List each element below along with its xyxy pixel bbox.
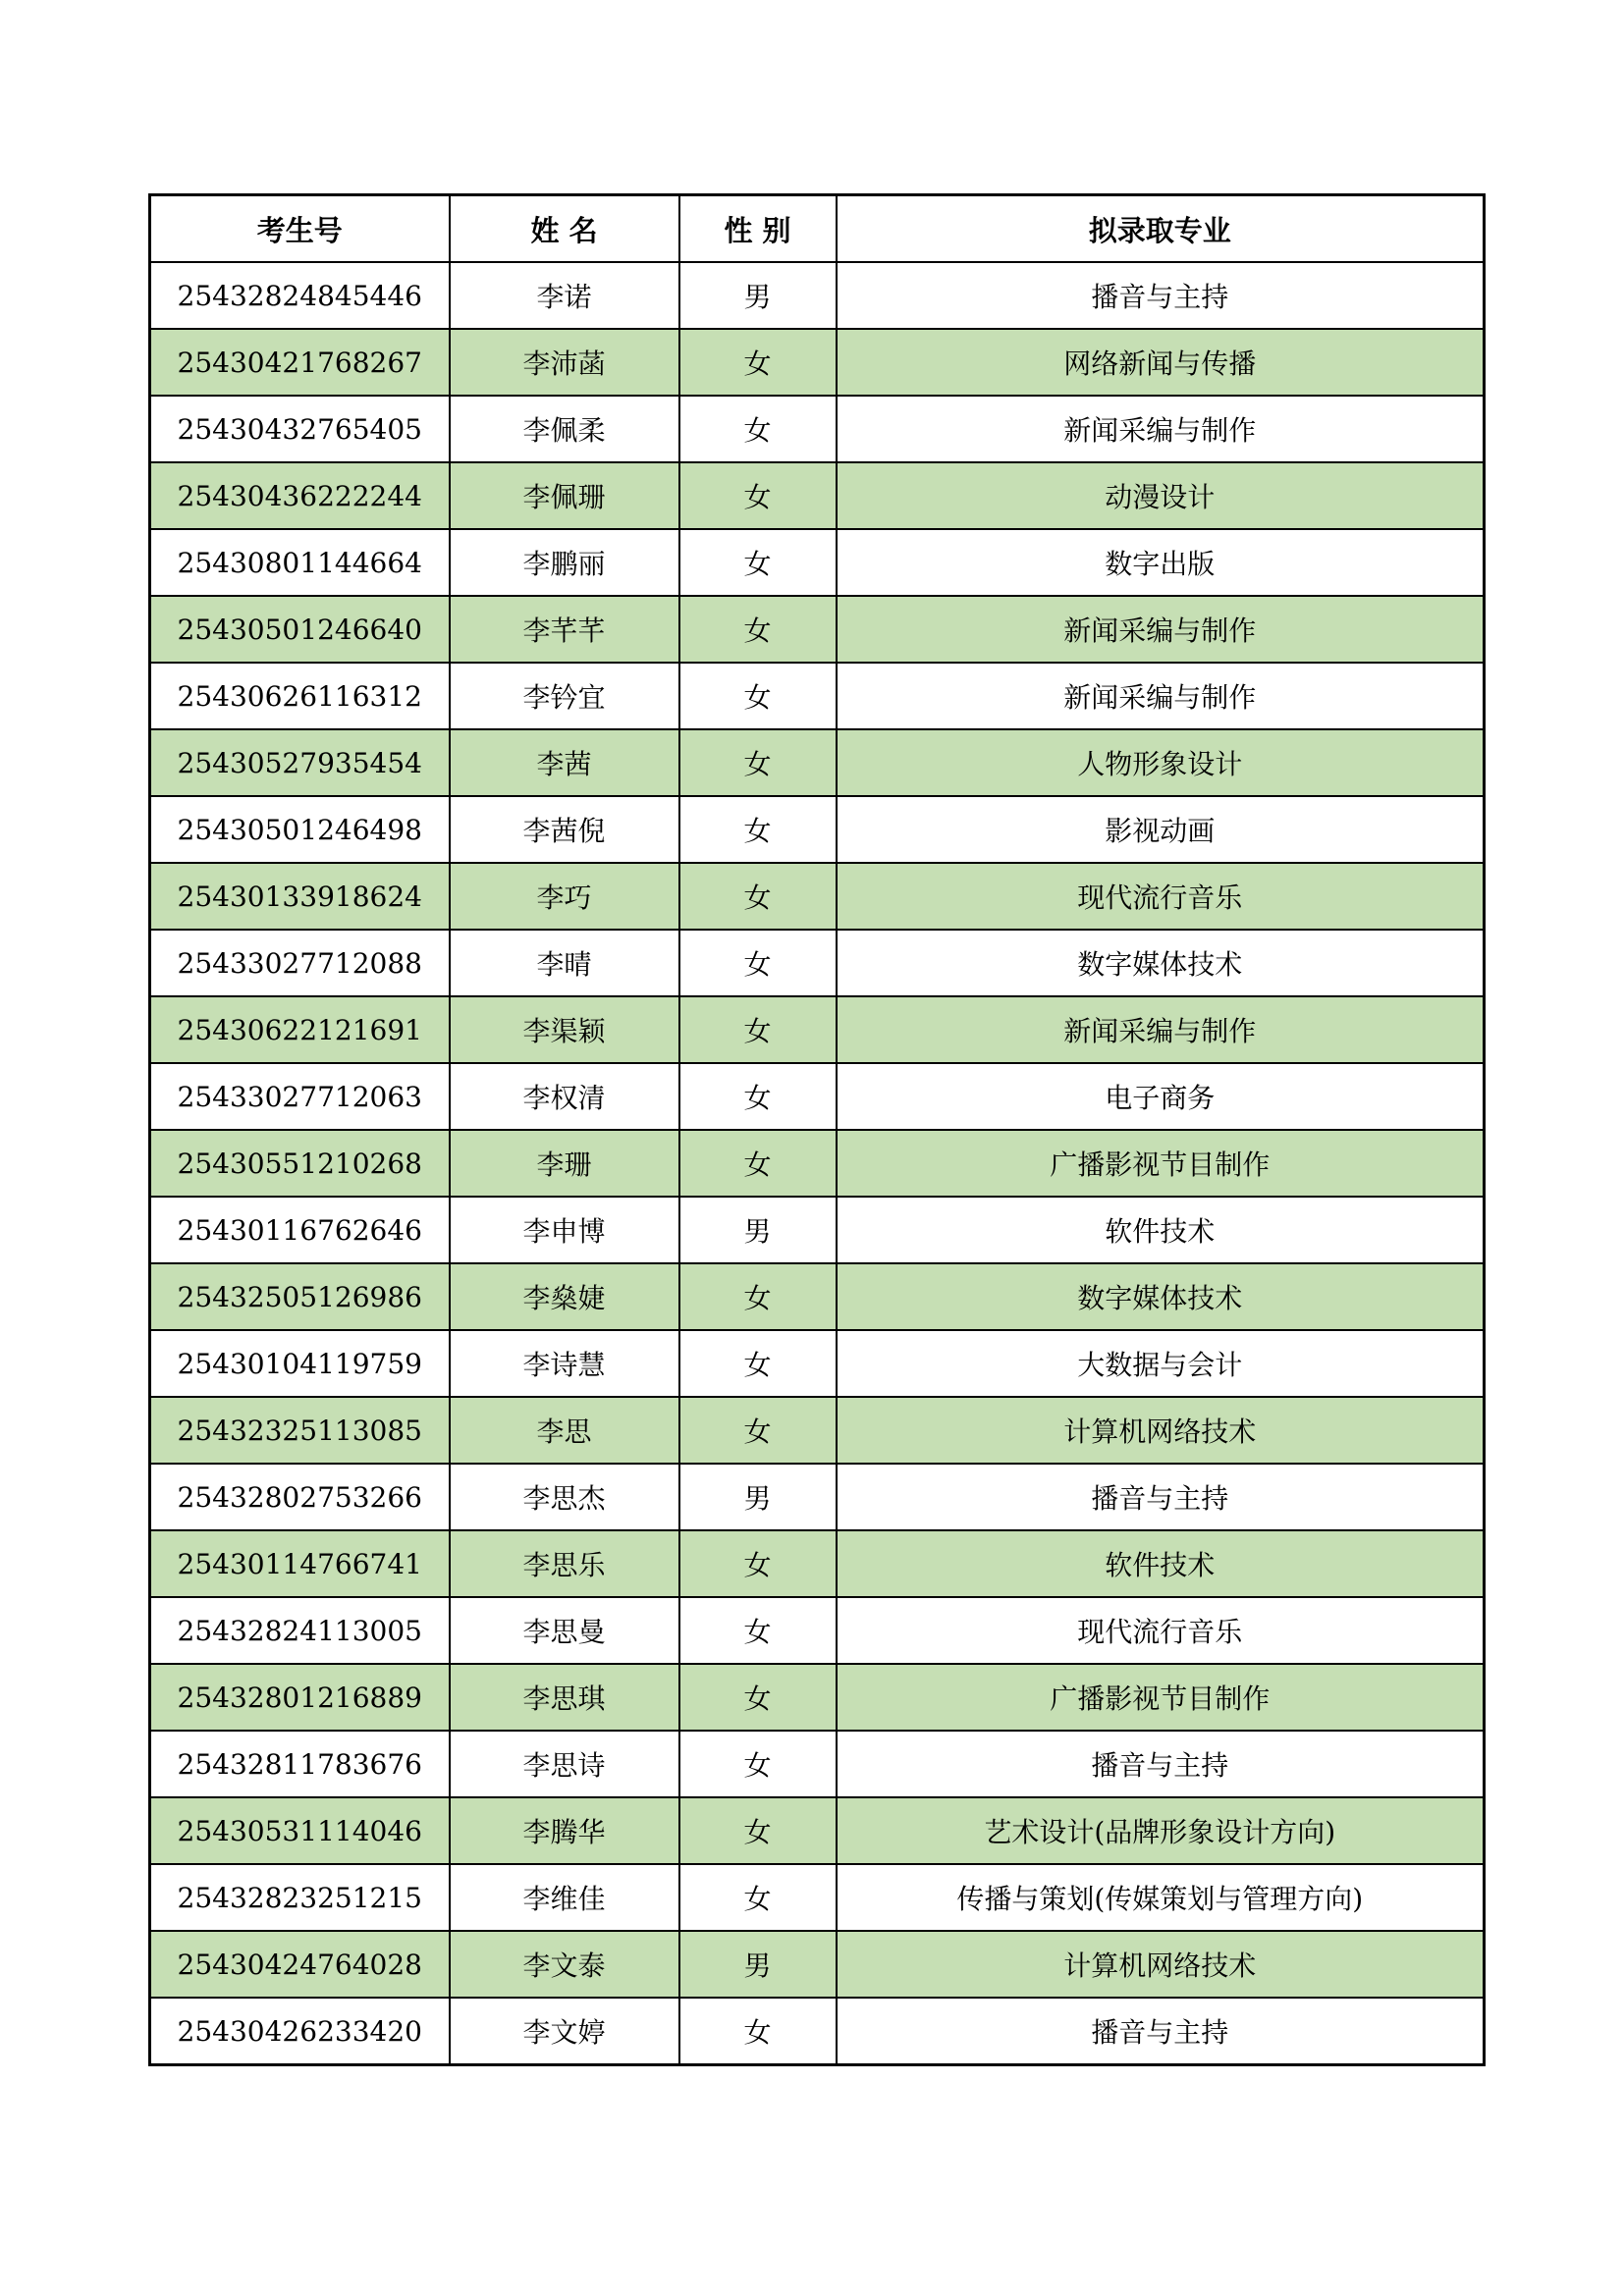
cell-major: 广播影视节目制作 (837, 1130, 1485, 1197)
table-row (150, 1664, 1485, 1731)
cell-major: 新闻采编与制作 (837, 996, 1485, 1063)
cell-gender: 女 (679, 863, 837, 930)
cell-exam-number: 25432801216889 (150, 1664, 450, 1731)
table-row (150, 1597, 1485, 1664)
table-row (150, 1464, 1485, 1530)
table-body (150, 262, 1485, 2065)
cell-exam-number: 25430622121691 (150, 996, 450, 1063)
cell-exam-number: 25430551210268 (150, 1130, 450, 1197)
table-row (150, 1797, 1485, 1864)
cell-name: 李申博 (450, 1197, 679, 1263)
cell-major: 软件技术 (837, 1197, 1485, 1263)
cell-exam-number: 25432823251215 (150, 1864, 450, 1931)
cell-major: 播音与主持 (837, 1464, 1485, 1530)
cell-major: 电子商务 (837, 1063, 1485, 1130)
cell-name: 李思乐 (450, 1530, 679, 1597)
cell-name: 李思 (450, 1397, 679, 1464)
cell-major: 新闻采编与制作 (837, 663, 1485, 729)
cell-major: 软件技术 (837, 1530, 1485, 1597)
cell-name: 李思杰 (450, 1464, 679, 1530)
cell-name: 李茜 (450, 729, 679, 796)
cell-exam-number: 25430421768267 (150, 329, 450, 396)
table-row (150, 1263, 1485, 1330)
cell-name: 李诗慧 (450, 1330, 679, 1397)
cell-gender: 女 (679, 1998, 837, 2065)
cell-name: 李钤宜 (450, 663, 679, 729)
cell-gender: 女 (679, 396, 837, 462)
table-row (150, 596, 1485, 663)
cell-exam-number: 25430501246640 (150, 596, 450, 663)
cell-exam-number: 25430133918624 (150, 863, 450, 930)
table-row (150, 1063, 1485, 1130)
cell-exam-number: 25430801144664 (150, 529, 450, 596)
cell-exam-number: 25432811783676 (150, 1731, 450, 1797)
cell-exam-number: 25430104119759 (150, 1330, 450, 1397)
cell-exam-number: 25430432765405 (150, 396, 450, 462)
cell-major: 动漫设计 (837, 462, 1485, 529)
cell-name: 李腾华 (450, 1797, 679, 1864)
cell-gender: 女 (679, 1797, 837, 1864)
cell-gender: 女 (679, 996, 837, 1063)
table-row (150, 1731, 1485, 1797)
cell-exam-number: 25430426233420 (150, 1998, 450, 2065)
cell-gender: 女 (679, 1864, 837, 1931)
cell-gender: 女 (679, 1530, 837, 1597)
cell-major: 艺术设计(品牌形象设计方向) (837, 1797, 1485, 1864)
cell-gender: 女 (679, 663, 837, 729)
cell-exam-number: 25430626116312 (150, 663, 450, 729)
cell-major: 影视动画 (837, 796, 1485, 863)
table-row (150, 796, 1485, 863)
cell-gender: 女 (679, 1664, 837, 1731)
cell-major: 计算机网络技术 (837, 1931, 1485, 1998)
table-row (150, 663, 1485, 729)
cell-name: 李佩柔 (450, 396, 679, 462)
cell-major: 网络新闻与传播 (837, 329, 1485, 396)
cell-exam-number: 25432824845446 (150, 262, 450, 329)
table-row (150, 1998, 1485, 2065)
table-row (150, 462, 1485, 529)
cell-gender: 女 (679, 1063, 837, 1130)
cell-gender: 男 (679, 1464, 837, 1530)
cell-major: 传播与策划(传媒策划与管理方向) (837, 1864, 1485, 1931)
cell-gender: 男 (679, 1197, 837, 1263)
cell-name: 李晴 (450, 930, 679, 996)
cell-exam-number: 25430436222244 (150, 462, 450, 529)
table-row (150, 729, 1485, 796)
table-row (150, 262, 1485, 329)
cell-gender: 女 (679, 1731, 837, 1797)
table-row (150, 396, 1485, 462)
table-row (150, 329, 1485, 396)
cell-gender: 女 (679, 1330, 837, 1397)
table-row (150, 1197, 1485, 1263)
cell-major: 播音与主持 (837, 1731, 1485, 1797)
cell-gender: 女 (679, 329, 837, 396)
table-row (150, 1397, 1485, 1464)
cell-exam-number: 25432325113085 (150, 1397, 450, 1464)
cell-exam-number: 25432802753266 (150, 1464, 450, 1530)
cell-name: 李巧 (450, 863, 679, 930)
cell-name: 李文泰 (450, 1931, 679, 1998)
cell-gender: 女 (679, 1263, 837, 1330)
cell-name: 李思曼 (450, 1597, 679, 1664)
cell-major: 人物形象设计 (837, 729, 1485, 796)
table-row (150, 930, 1485, 996)
cell-name: 李权清 (450, 1063, 679, 1130)
cell-name: 李思诗 (450, 1731, 679, 1797)
cell-exam-number: 25433027712063 (150, 1063, 450, 1130)
cell-name: 李渠颖 (450, 996, 679, 1063)
admission-table (148, 193, 1486, 2066)
cell-name: 李珊 (450, 1130, 679, 1197)
cell-major: 数字媒体技术 (837, 1263, 1485, 1330)
cell-gender: 女 (679, 462, 837, 529)
cell-gender: 女 (679, 1397, 837, 1464)
cell-major: 新闻采编与制作 (837, 396, 1485, 462)
cell-major: 现代流行音乐 (837, 863, 1485, 930)
cell-gender: 女 (679, 930, 837, 996)
cell-major: 大数据与会计 (837, 1330, 1485, 1397)
cell-exam-number: 25430501246498 (150, 796, 450, 863)
cell-name: 李燊婕 (450, 1263, 679, 1330)
table-row (150, 1864, 1485, 1931)
cell-name: 李沛菡 (450, 329, 679, 396)
header-row (150, 195, 1485, 263)
cell-exam-number: 25430114766741 (150, 1530, 450, 1597)
cell-exam-number: 25430531114046 (150, 1797, 450, 1864)
cell-major: 播音与主持 (837, 1998, 1485, 2065)
cell-major: 数字媒体技术 (837, 930, 1485, 996)
cell-exam-number: 25430116762646 (150, 1197, 450, 1263)
cell-gender: 男 (679, 262, 837, 329)
header-gender: 性 别 (679, 195, 837, 263)
table-row (150, 1530, 1485, 1597)
cell-major: 播音与主持 (837, 262, 1485, 329)
cell-major: 计算机网络技术 (837, 1397, 1485, 1464)
cell-gender: 女 (679, 729, 837, 796)
cell-name: 李芊芊 (450, 596, 679, 663)
table-row (150, 529, 1485, 596)
cell-gender: 女 (679, 1597, 837, 1664)
header-exam-number: 考生号 (150, 195, 450, 263)
table-row (150, 863, 1485, 930)
cell-major: 数字出版 (837, 529, 1485, 596)
cell-major: 新闻采编与制作 (837, 596, 1485, 663)
cell-name: 李维佳 (450, 1864, 679, 1931)
cell-major: 广播影视节目制作 (837, 1664, 1485, 1731)
cell-exam-number: 25432824113005 (150, 1597, 450, 1664)
cell-exam-number: 25430424764028 (150, 1931, 450, 1998)
table-row (150, 1130, 1485, 1197)
header-name: 姓 名 (450, 195, 679, 263)
header-major: 拟录取专业 (837, 195, 1485, 263)
cell-major: 现代流行音乐 (837, 1597, 1485, 1664)
cell-name: 李佩珊 (450, 462, 679, 529)
cell-gender: 男 (679, 1931, 837, 1998)
cell-name: 李茜倪 (450, 796, 679, 863)
cell-name: 李诺 (450, 262, 679, 329)
cell-gender: 女 (679, 529, 837, 596)
cell-name: 李鹏丽 (450, 529, 679, 596)
cell-gender: 女 (679, 596, 837, 663)
cell-name: 李思琪 (450, 1664, 679, 1731)
table-row (150, 1931, 1485, 1998)
cell-gender: 女 (679, 1130, 837, 1197)
cell-exam-number: 25432505126986 (150, 1263, 450, 1330)
cell-name: 李文婷 (450, 1998, 679, 2065)
cell-exam-number: 25433027712088 (150, 930, 450, 996)
table-row (150, 996, 1485, 1063)
cell-gender: 女 (679, 796, 837, 863)
table-row (150, 1330, 1485, 1397)
cell-exam-number: 25430527935454 (150, 729, 450, 796)
